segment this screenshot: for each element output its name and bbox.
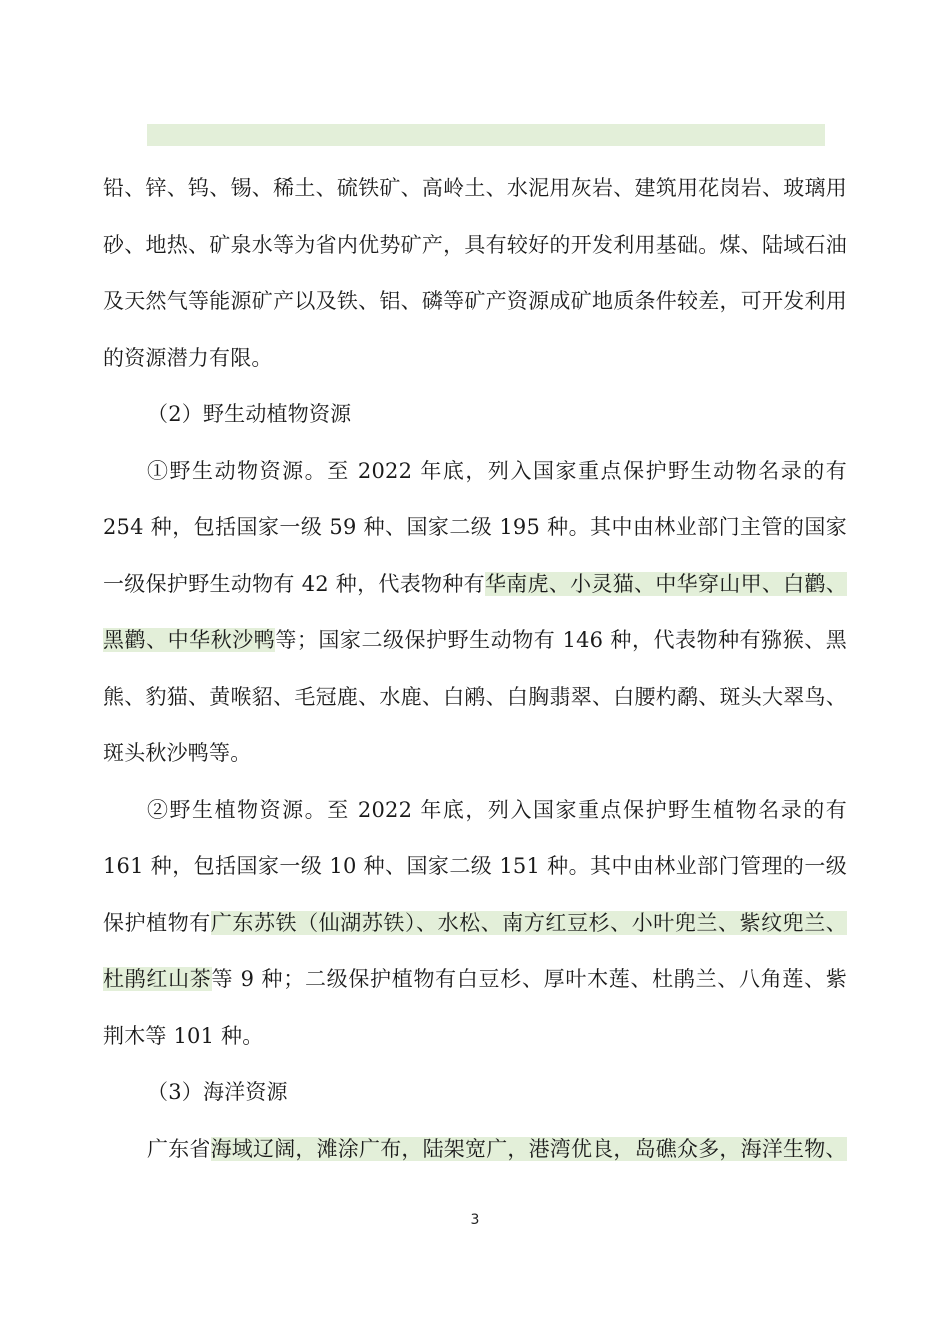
paragraph-text: ①野生动物资源。至 2022 年底，列入国家重点保护野生动物名录的有 254 种，包括国家一级 59 种、国家二级 195 种。其中由林业部门主管的国家一级保护野生动物有 42 种，代表物种有 bbox=[103, 458, 847, 596]
highlight-bar bbox=[147, 124, 825, 146]
highlighted-text: 海域辽阔，滩涂广布，陆架宽广，港湾优良，岛礁众多，海洋生物、 bbox=[210, 1136, 847, 1161]
paragraph-mineral-resources bbox=[103, 160, 847, 386]
document-body bbox=[103, 160, 847, 1177]
paragraph-text: 铅、锌、钨、锡、稀土、硫铁矿、高岭土、水泥用灰岩、建筑用花岗岩、玻璃用砂、地热、矿泉水等为省内优势矿产，具有较好的开发利用基础。煤、陆域石油及天然气等能源矿产以及铁、铝、磷等矿产资源成矿地质条件较差，可开发利用的资源潜力有限。 bbox=[103, 176, 847, 370]
section-heading-wildlife bbox=[103, 386, 847, 443]
paragraph-text: ②野生植物资源。至 2022 年底，列入国家重点保护野生植物名录的有 161 种，包括国家一级 10 种、国家二级 151 种。其中由林业部门管理的一级保护植物有 bbox=[103, 797, 847, 935]
paragraph-wild-plants bbox=[103, 782, 847, 1065]
heading-text: （2）野生动植物资源 bbox=[147, 402, 352, 426]
paragraph-marine-resources bbox=[103, 1121, 847, 1178]
paragraph-text: 等 9 种；二级保护植物有白豆杉、厚叶木莲、杜鹃兰、八角莲、紫荆木等 101 种。 bbox=[103, 967, 847, 1048]
paragraph-text: 广东省 bbox=[147, 1136, 211, 1161]
paragraph-text: 等；国家二级保护野生动物有 146 种，代表物种有猕猴、黑熊、豹猫、黄喉貂、毛冠鹿、水鹿、白鹇、白胸翡翠、白腰杓鹬、斑头大翠鸟、斑头秋沙鸭等。 bbox=[103, 628, 847, 765]
section-heading-marine bbox=[103, 1064, 847, 1121]
heading-text: （3）海洋资源 bbox=[147, 1080, 288, 1104]
paragraph-wild-animals bbox=[103, 443, 847, 782]
highlighted-text: 华南虎、小灵猫、中华穿山甲、白鹳、黑鹳、中华秋沙鸭 bbox=[103, 571, 847, 652]
highlighted-text: 广东苏铁（仙湖苏铁）、水松、南方红豆杉、小叶兜兰、紫纹兜兰、杜鹃红山茶 bbox=[103, 910, 848, 991]
page-number: 3 bbox=[470, 1212, 480, 1228]
